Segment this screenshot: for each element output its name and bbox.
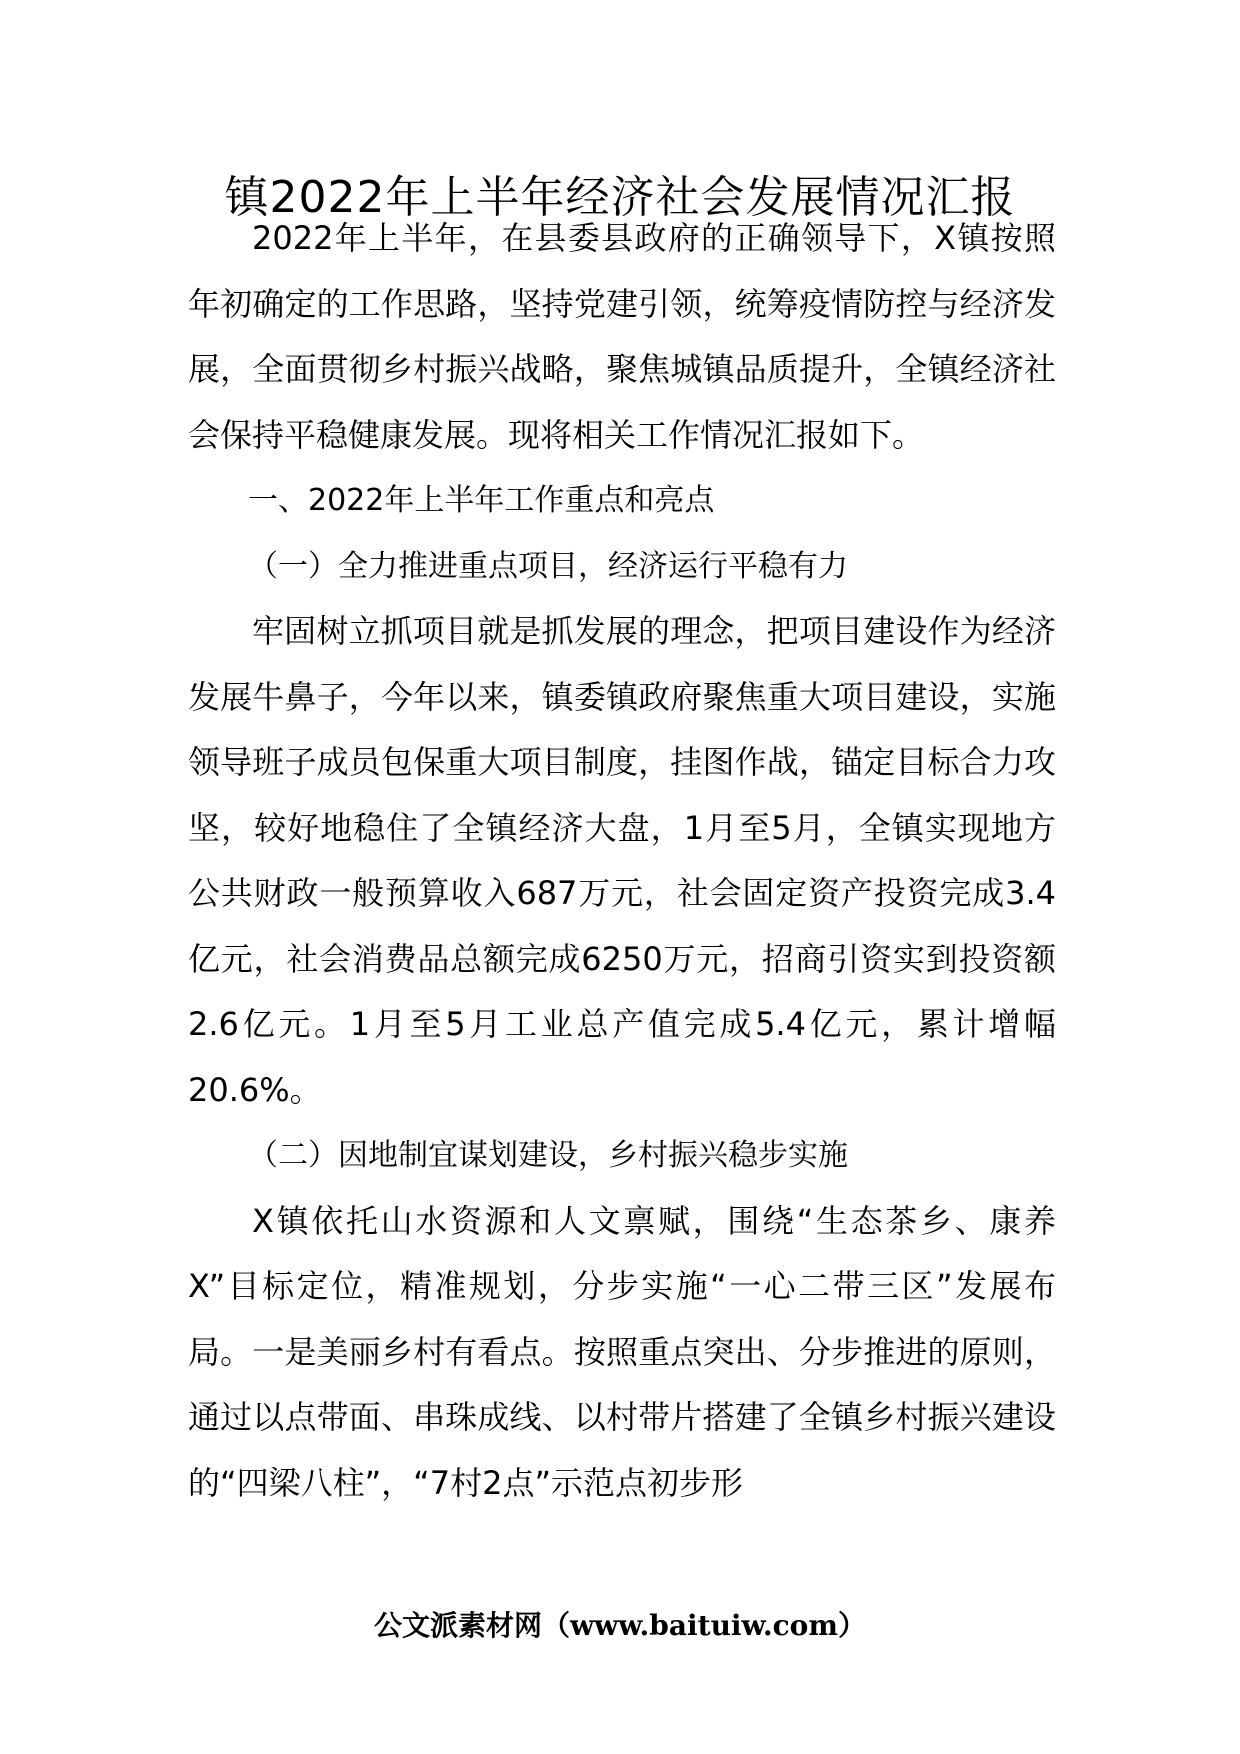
footer-watermark: 公文派素材网（www.baituiw.com） (374, 1609, 866, 1642)
paragraph-rural-revitalization: X镇依托山水资源和人文禀赋，围绕“生态茶乡、康养X”目标定位，精准规划，分步实施“一心二带三区”发展布局。一是美丽乡村有看点。按照重点突出、分步推进的原则，通过以点带面、串珠成线、以村带片搭建了全镇乡村振兴建设的“四梁八柱”，“7村2点”示范点初步形 (188, 1201, 1056, 1502)
paragraph-projects: 牢固树立抓项目就是抓发展的理念，把项目建设作为经济发展牛鼻子，今年以来，镇委镇政府聚焦重大项目建设，实施领导班子成员包保重大项目制度，挂图作战，锚定目标合力攻坚，较好地稳住了全镇经济大盘，1月至5月，全镇实现地方公共财政一般预算收入687万元，社会固定资产投资完成3.4亿元，社会消费品总额完成6250万元，招商引资实到投资额2.6亿元。1月至5月工业总产值完成5.4亿元，累计增幅20.6%。 (188, 612, 1056, 1109)
subsection-heading-2: （二）因地制宜谋划建设，乡村振兴稳步实施 (248, 1138, 848, 1173)
subsection-heading-1: （一）全力推进重点项目，经济运行平稳有力 (248, 548, 848, 584)
document-title: 镇2022年上半年经济社会发展情况汇报 (224, 172, 1016, 223)
document-body (188, 206, 1056, 1516)
paragraph-intro: 2022年上半年，在县委县政府的正确领导下，X镇按照年初确定的工作思路，坚持党建引领，统筹疫情防控与经济发展，全面贯彻乡村振兴战略，聚焦城镇品质提升，全镇经济社会保持平稳健康发展。现将相关工作情况汇报如下。 (188, 219, 1056, 454)
section-heading-1: 一、2022年上半年工作重点和亮点 (248, 483, 715, 518)
